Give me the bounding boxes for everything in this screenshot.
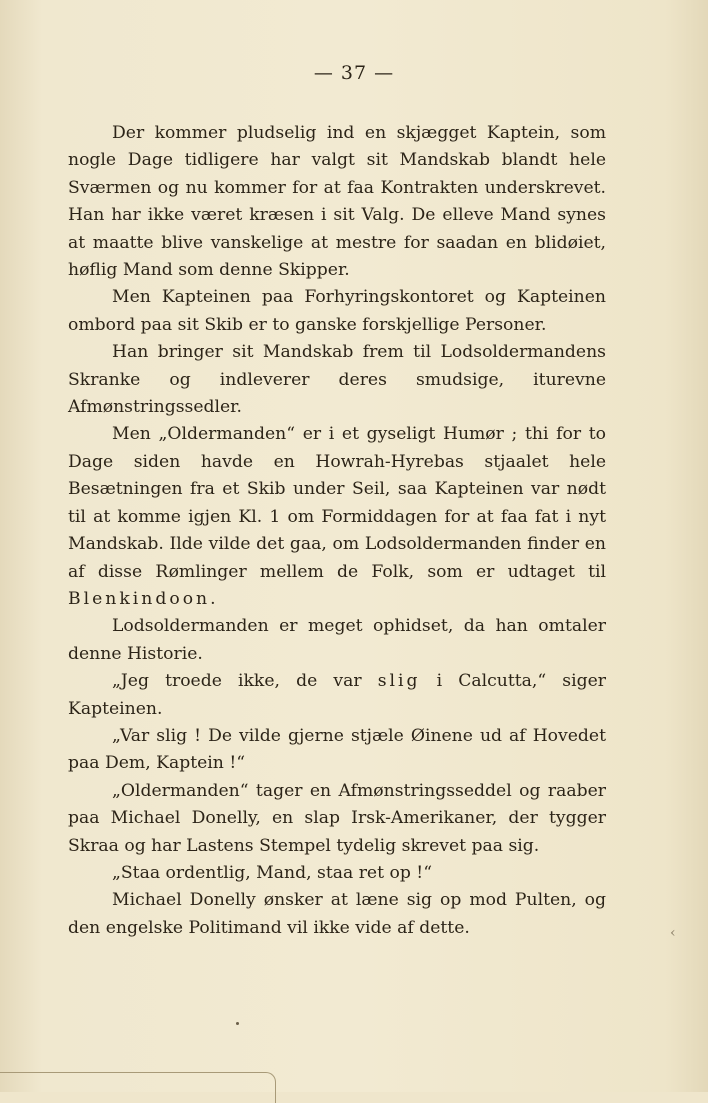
paragraph: Han bringer sit Mandskab frem til Lodsoldermandens Skranke og indleverer deres smudsige, iturevne Afmønstringssedler. xyxy=(68,342,606,418)
paragraph: „Oldermanden“ tager en Afmønstringsseddel og raaber paa Michael Donelly, en slap Irsk-Amerikaner, der tygger Skraa og har Lastens Stempel tydelig skrevet paa sig. xyxy=(68,780,606,856)
body-text xyxy=(68,120,606,942)
paragraph xyxy=(68,421,606,613)
paragraph: Der kommer pludselig ind en skjægget Kaptein, som nogle Dage tidligere har valgt sit Mandskab blandt hele Sværmen og nu kommer for at faa Kontrakten underskrevet. Han har ikke været kræsen i sit Valg. De elleve Mand synes at maatte blive vanskelige at mestre for saadan en blidøiet, høflig Mand som denne Skipper. xyxy=(68,123,606,281)
page-fold-edge xyxy=(0,1072,276,1103)
paragraph: Lodsoldermanden er meget ophidset, da han omtaler denne Historie. xyxy=(68,616,606,664)
paragraph: Michael Donelly ønsker at læne sig op mod Pulten, og den engelske Politimand vil ikke vide af dette. xyxy=(68,890,606,938)
ship-name-spaced: Blenkindoon xyxy=(68,588,211,609)
paragraph-text: . xyxy=(210,588,216,609)
paragraph: Men Kapteinen paa Forhyringskontoret og Kapteinen ombord paa sit Skib er to ganske forskjellige Personer. xyxy=(68,287,606,335)
paragraph-text: Men „Oldermanden“ er i et gyseligt Humør ; thi for to Dage siden havde en Howrah-Hyrebas stjaalet hele Besætningen fra et Skib under Seil, saa Kapteinen var nødt til at komme igjen Kl. 1 om Formiddagen for at faa fat i nyt Mandskab. Ilde vilde det gaa, om Lodsoldermanden finder en af disse Rømlinger mellem de Folk, som er udtaget til xyxy=(68,424,606,582)
paragraph: „Staa ordentlig, Mand, staa ret op !“ xyxy=(112,862,432,883)
paper-speck xyxy=(236,1022,239,1025)
margin-mark: ‹ xyxy=(670,925,676,941)
paragraph xyxy=(68,668,606,723)
paragraph: „Var slig ! De vilde gjerne stjæle Øinene ud af Hovedet paa Dem, Kaptein !“ xyxy=(68,725,606,774)
emphasis-spaced: slig xyxy=(377,671,421,692)
paragraph-text: i Calcutta,“ siger Kapteinen. xyxy=(68,671,606,719)
paragraph-text: „Jeg troede ikke, de var xyxy=(112,671,378,692)
page-number: — 37 — xyxy=(313,62,395,84)
